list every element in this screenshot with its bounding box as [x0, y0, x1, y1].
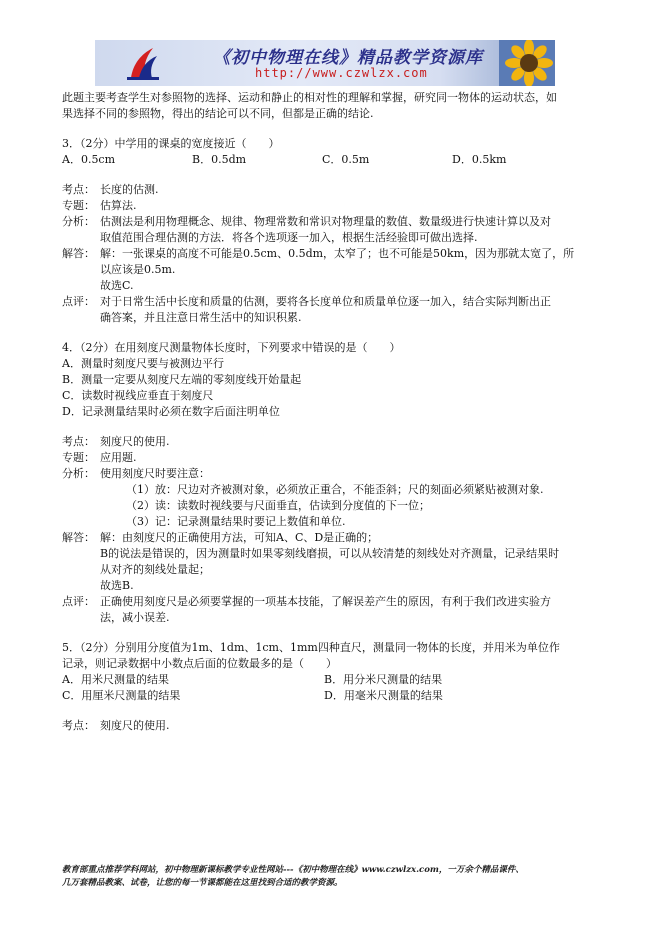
page-footer [62, 864, 602, 890]
q4-jieda: 解答： 解：由刻度尺的正确使用方法，可知A、C、D是正确的； B的说法是错误的，因为测量时如果零刻线磨损，可以从较清楚的刻线处对齐测量，记录结果时 从对齐的刻线处量起； 故选B. [62, 531, 560, 592]
sunflower-icon [499, 40, 555, 86]
q3-option-c: C．0.5m [322, 153, 370, 166]
q3-fenxi: 分析： 估测法是利用物理概念、规律、物理常数和常识对物理量的数值、数量级进行快速计算以及对 取值范围合理估测的方法．将各个选项逐一加入，根据生活经验即可做出选择. [62, 215, 551, 244]
banner-url[interactable]: http://www.czwlzx.com [255, 66, 428, 80]
q5-option-d: D．用毫米尺测量的结果 [324, 689, 443, 702]
q4-fenxi: 分析： 使用刻度尺时要注意： （1）放：尺边对齐被测对象，必须放正重合，不能歪斜；尺的刻面必须紧贴被测对象. （2）读：读数时视线要与尺面垂直，估读到分度值的下一位； （3）记：记录测量结果时要记上数值和单位. [62, 467, 544, 528]
q5-option-c: C．用厘米尺测量的结果 [62, 689, 181, 702]
q3-dianping: 点评： 对于日常生活中长度和质量的估测，要将各长度单位和质量单位逐一加入，结合实际判断出正 确答案，并且注意日常生活中的知识积累. [62, 295, 551, 324]
q5-option-b: B．用分米尺测量的结果 [324, 673, 443, 686]
q5-option-a: A．用米尺测量的结果 [62, 673, 169, 686]
q4-question: 4．（2分）在用刻度尺测量物体长度时，下列要求中错误的是（ ） [62, 341, 401, 354]
q4-options [62, 356, 592, 420]
q3-option-a: A．0.5cm [62, 153, 116, 166]
q3-options [62, 152, 592, 168]
banner-title: 《初中物理在线》精品教学资源库 [213, 48, 483, 68]
intro-line-1: 此题主要考查学生对参照物的选择、运动和静止的相对性的理解和掌握，研究同一物体的运动状态，如 [62, 91, 557, 104]
q4-zhuanti: 专题： 应用题. [62, 451, 137, 464]
q3-option-b: B．0.5dm [192, 153, 247, 166]
intro-line-2: 果选择不同的参照物，得出的结论可以不同，但都是正确的结论. [62, 107, 374, 120]
q5-kaodian: 考点： 刻度尺的使用. [62, 719, 170, 732]
q5-options-row-1 [62, 672, 592, 688]
q3-zhuanti: 专题： 估算法. [62, 199, 137, 212]
q3-option-d: D．0.5km [452, 153, 507, 166]
q4-option-c: C．读数时视线应垂直于刻度尺 [62, 389, 214, 402]
q4-kaodian: 考点： 刻度尺的使用. [62, 435, 170, 448]
q4-dianping: 点评： 正确使用刻度尺是必须要掌握的一项基本技能，了解误差产生的原因，有利于我们改进实验方 法，减小误差. [62, 595, 551, 624]
q3-jieda: 解答： 解：一张课桌的高度不可能是0.5cm、0.5dm，太窄了；也不可能是50km，因为那就太宽了，所 以应该是0.5m. 故选C. [62, 247, 575, 292]
footer-line-2: 几万套精品教案、试卷，让您的每一节课都能在这里找到合适的教学资源。 [62, 878, 343, 888]
q4-option-a: A．测量时刻度尺要与被测边平行 [62, 357, 224, 370]
q4-option-b: B．测量一定要从刻度尺左端的零刻度线开始量起 [62, 373, 302, 386]
q5-options-row-2 [62, 688, 592, 704]
header-banner [95, 40, 555, 86]
footer-line-1: 教育部重点推荐学科网站，初中物理新课标教学专业性网站---《初中物理在线》www.czwlzx.com，一万余个精品课件、 [62, 865, 524, 875]
q3-question: 3．（2分）中学用的课桌的宽度接近（ ） [62, 137, 280, 150]
q5-question-line-1: 5．（2分）分别用分度值为1m、1dm、1cm、1mm四种直尺，测量同一物体的长度，并用米为单位作 [62, 641, 560, 654]
site-logo [123, 44, 163, 82]
document-body [62, 90, 592, 734]
q3-kaodian: 考点： 长度的估测. [62, 183, 159, 196]
q4-option-d: D．记录测量结果时必须在数字后面注明单位 [62, 405, 280, 418]
q5-question-line-2: 记录，则记录数据中小数点后面的位数最多的是（ ） [62, 657, 337, 670]
